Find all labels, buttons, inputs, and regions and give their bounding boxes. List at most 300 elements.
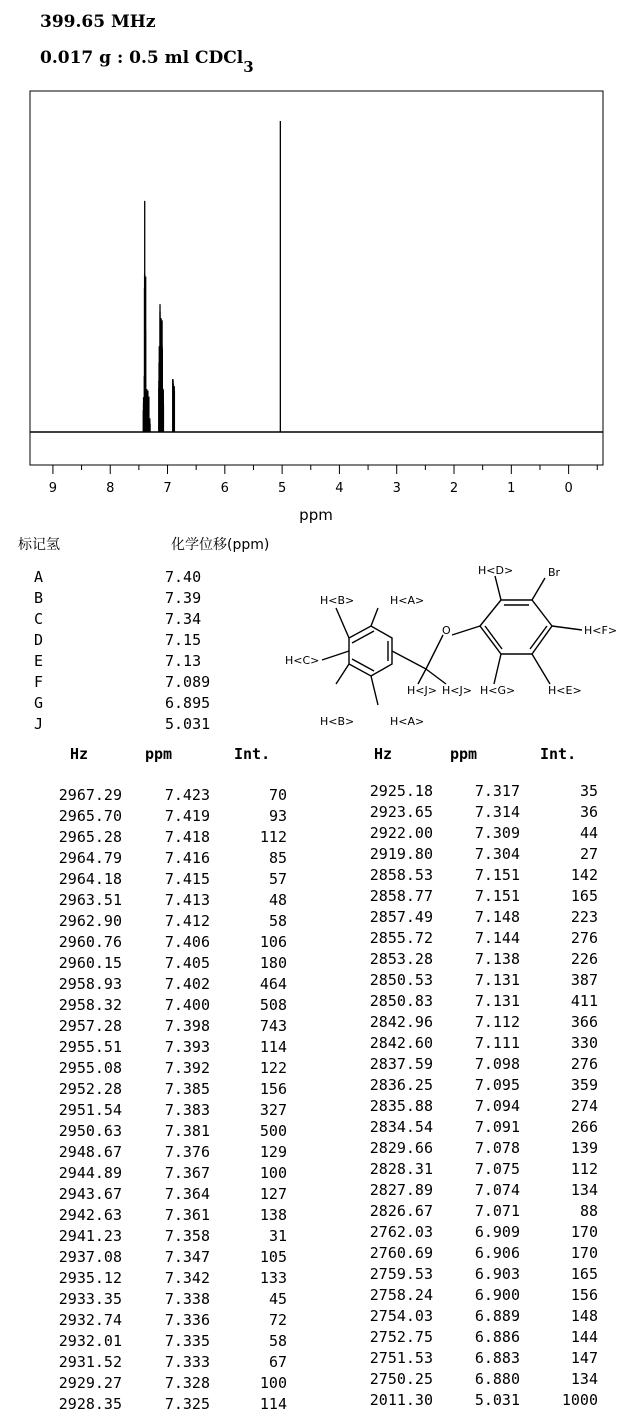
ppm-cell: 7.418 (164, 828, 210, 846)
int-cell: 44 (579, 824, 598, 842)
int-cell: 93 (268, 807, 287, 825)
peak-table-row (0, 786, 313, 807)
peak-table-row (0, 1269, 313, 1290)
hz-cell: 2857.49 (369, 908, 433, 926)
int-cell: 139 (570, 1139, 598, 1157)
ppm-cell: 7.131 (474, 971, 520, 989)
peak-table-row (313, 1160, 626, 1181)
int-cell: 226 (570, 950, 598, 968)
peak-table-row (313, 950, 626, 971)
peak-table-row (0, 1227, 313, 1248)
hz-cell: 2942.63 (58, 1206, 122, 1224)
ppm-cell: 7.074 (474, 1181, 520, 1199)
int-cell: 31 (268, 1227, 287, 1245)
ppm-cell: 7.413 (164, 891, 210, 909)
ppm-cell: 7.325 (164, 1395, 210, 1413)
plot-frame (30, 91, 603, 465)
hz-cell: 2835.88 (369, 1097, 433, 1115)
assign-label: A (34, 568, 44, 586)
assign-label: C (34, 610, 44, 628)
hz-cell: 2760.69 (369, 1244, 433, 1262)
hz-cell: 2952.28 (58, 1080, 122, 1098)
assign-shift: 7.39 (165, 589, 202, 607)
sample-subscript: 3 (243, 58, 254, 76)
peak-table-row (313, 887, 626, 908)
h-b-label: H<B> (320, 715, 355, 728)
assign-label: J (34, 715, 44, 733)
hz-cell: 2750.25 (369, 1370, 433, 1388)
int-cell: 27 (579, 845, 598, 863)
peak-table-row (0, 1080, 313, 1101)
peak-table-row (0, 1101, 313, 1122)
ticks-group (49, 465, 597, 496)
peak-table-row (313, 1391, 626, 1412)
peak-table-row (0, 828, 313, 849)
sample-text: 0.017 g : 0.5 ml CDCl (40, 48, 244, 68)
ppm-cell: 7.151 (474, 887, 520, 905)
int-cell: 156 (570, 1286, 598, 1304)
hz-cell: 2925.18 (369, 782, 433, 800)
ppm-cell: 6.886 (474, 1328, 520, 1346)
peak-table-row (313, 1013, 626, 1034)
ppm-cell: 7.381 (164, 1122, 210, 1140)
col-hz: Hz (374, 745, 393, 763)
ppm-cell: 6.883 (474, 1349, 520, 1367)
h-f-label: H<F> (584, 624, 618, 637)
oxygen-label: O (442, 624, 451, 637)
int-cell: 88 (579, 1202, 598, 1220)
hz-cell: 2850.53 (369, 971, 433, 989)
ppm-cell: 7.376 (164, 1143, 210, 1161)
peak-table-left (0, 786, 313, 1416)
peak-table-row (0, 1017, 313, 1038)
peak-table-row (313, 824, 626, 845)
int-cell: 72 (268, 1311, 287, 1329)
int-cell: 274 (570, 1097, 598, 1115)
peak-table-row (313, 1265, 626, 1286)
int-cell: 142 (570, 866, 598, 884)
hz-cell: 2963.51 (58, 891, 122, 909)
ppm-cell: 6.889 (474, 1307, 520, 1325)
hz-cell: 2834.54 (369, 1118, 433, 1136)
x-tick-label: 9 (48, 481, 58, 496)
int-cell: 57 (268, 870, 287, 888)
hz-cell: 2923.65 (369, 803, 433, 821)
ppm-cell: 7.095 (474, 1076, 520, 1094)
h-j-label: H<J> (442, 684, 472, 697)
peak-table-row (0, 849, 313, 870)
int-cell: 100 (259, 1374, 287, 1392)
int-cell: 129 (259, 1143, 287, 1161)
ppm-cell: 7.383 (164, 1101, 210, 1119)
int-cell: 276 (570, 1055, 598, 1073)
int-cell: 743 (259, 1017, 287, 1035)
h-d-label: H<D> (478, 564, 514, 577)
peak-table-row (313, 866, 626, 887)
ppm-cell: 6.903 (474, 1265, 520, 1283)
peak-table-row (0, 1122, 313, 1143)
hz-cell: 2958.32 (58, 996, 122, 1014)
ppm-cell: 7.148 (474, 908, 520, 926)
int-cell: 464 (259, 975, 287, 993)
peak-table-row (313, 1055, 626, 1076)
hz-cell: 2928.35 (58, 1395, 122, 1413)
peak-table-row (313, 1328, 626, 1349)
peak-table-row (0, 975, 313, 996)
int-cell: 112 (259, 828, 287, 846)
ppm-cell: 7.131 (474, 992, 520, 1010)
peak-table-row (313, 803, 626, 824)
peak-table-row (0, 1206, 313, 1227)
ppm-cell: 7.405 (164, 954, 210, 972)
int-cell: 165 (570, 1265, 598, 1283)
peak-table-row (0, 1311, 313, 1332)
x-axis-label: ppm (299, 506, 333, 524)
x-tick-label: 0 (564, 481, 573, 496)
int-cell: 67 (268, 1353, 287, 1371)
peak-table-row (313, 1139, 626, 1160)
int-cell: 170 (570, 1223, 598, 1241)
peak-table-row (313, 1349, 626, 1370)
x-tick-label: 6 (220, 481, 229, 496)
peak-table-row (0, 1164, 313, 1185)
x-tick-label: 1 (507, 481, 516, 496)
peak-table-right (313, 782, 626, 1412)
hz-cell: 2826.67 (369, 1202, 433, 1220)
ppm-cell: 7.361 (164, 1206, 210, 1224)
ppm-cell: 7.304 (474, 845, 520, 863)
peak-table-row (0, 933, 313, 954)
h-j-label: H<J> (407, 684, 437, 697)
peak-table-row (0, 912, 313, 933)
int-cell: 359 (570, 1076, 598, 1094)
hz-cell: 2951.54 (58, 1101, 122, 1119)
hz-cell: 2937.08 (58, 1248, 122, 1266)
ppm-cell: 7.336 (164, 1311, 210, 1329)
hz-cell: 2933.35 (58, 1290, 122, 1308)
ppm-cell: 7.385 (164, 1080, 210, 1098)
int-cell: 330 (570, 1034, 598, 1052)
assign-shift: 7.13 (165, 652, 202, 670)
int-cell: 366 (570, 1013, 598, 1031)
hz-cell: 2950.63 (58, 1122, 122, 1140)
int-cell: 180 (259, 954, 287, 972)
int-cell: 138 (259, 1206, 287, 1224)
h-a-label: H<A> (390, 594, 425, 607)
peak-table-row (0, 954, 313, 975)
ppm-cell: 7.367 (164, 1164, 210, 1182)
hz-cell: 2011.30 (369, 1391, 433, 1409)
hz-cell: 2842.60 (369, 1034, 433, 1052)
assign-col-label: 标记氢 (18, 537, 60, 553)
ppm-cell: 7.144 (474, 929, 520, 947)
peak-table-row (313, 1307, 626, 1328)
int-cell: 114 (259, 1038, 287, 1056)
ppm-cell: 7.111 (474, 1034, 520, 1052)
x-tick-label: 8 (106, 481, 115, 496)
peak-table-row (0, 891, 313, 912)
int-cell: 122 (259, 1059, 287, 1077)
int-cell: 276 (570, 929, 598, 947)
hz-cell: 2944.89 (58, 1164, 122, 1182)
int-cell: 134 (570, 1181, 598, 1199)
assign-labels (34, 567, 43, 735)
hz-cell: 2964.18 (58, 870, 122, 888)
col-ppm: ppm (145, 745, 173, 763)
ppm-cell: 6.906 (474, 1244, 520, 1262)
ppm-cell: 7.423 (164, 786, 210, 804)
assign-shifts (165, 567, 210, 735)
hz-cell: 2758.24 (369, 1286, 433, 1304)
x-tick-label: 5 (277, 481, 287, 496)
assign-label: G (34, 694, 44, 712)
peak-table-row (0, 1353, 313, 1374)
hz-cell: 2752.75 (369, 1328, 433, 1346)
hz-cell: 2919.80 (369, 845, 433, 863)
col-int: Int. (540, 745, 577, 763)
assign-shift: 6.895 (165, 694, 211, 712)
int-cell: 106 (259, 933, 287, 951)
hz-cell: 2962.90 (58, 912, 122, 930)
peak-table-row (313, 1223, 626, 1244)
ppm-cell: 6.880 (474, 1370, 520, 1388)
peak-table-row (313, 1370, 626, 1391)
int-cell: 170 (570, 1244, 598, 1262)
int-cell: 58 (268, 1332, 287, 1350)
int-cell: 58 (268, 912, 287, 930)
peak-table-row (313, 782, 626, 803)
assign-shift: 7.15 (165, 631, 202, 649)
ppm-cell: 7.342 (164, 1269, 210, 1287)
hz-cell: 2759.53 (369, 1265, 433, 1283)
int-cell: 500 (259, 1122, 287, 1140)
int-cell: 105 (259, 1248, 287, 1266)
hz-cell: 2929.27 (58, 1374, 122, 1392)
int-cell: 411 (570, 992, 598, 1010)
int-cell: 327 (259, 1101, 287, 1119)
hz-cell: 2754.03 (369, 1307, 433, 1325)
hz-cell: 2922.00 (369, 824, 433, 842)
ppm-cell: 7.314 (474, 803, 520, 821)
int-cell: 70 (268, 786, 287, 804)
assign-shift: 5.031 (165, 715, 211, 733)
peak-table-row (313, 1034, 626, 1055)
ppm-cell: 7.419 (164, 807, 210, 825)
ppm-cell: 7.094 (474, 1097, 520, 1115)
bromine-label: Br (548, 566, 561, 579)
ppm-cell: 7.151 (474, 866, 520, 884)
assign-label: D (34, 631, 44, 649)
int-cell: 134 (570, 1370, 598, 1388)
int-cell: 223 (570, 908, 598, 926)
ppm-cell: 7.317 (474, 782, 520, 800)
x-tick-label: 4 (335, 481, 344, 496)
peak-table-row (313, 1244, 626, 1265)
ppm-cell: 6.909 (474, 1223, 520, 1241)
ppm-cell: 7.347 (164, 1248, 210, 1266)
hz-cell: 2828.31 (369, 1160, 433, 1178)
nmr-spectrum-chart (0, 0, 626, 530)
ppm-cell: 7.078 (474, 1139, 520, 1157)
hz-cell: 2957.28 (58, 1017, 122, 1035)
hz-cell: 2941.23 (58, 1227, 122, 1245)
assign-label: F (34, 673, 44, 691)
int-cell: 48 (268, 891, 287, 909)
int-cell: 100 (259, 1164, 287, 1182)
hz-cell: 2935.12 (58, 1269, 122, 1287)
int-cell: 266 (570, 1118, 598, 1136)
x-tick-label: 3 (392, 481, 401, 496)
peak-table-row (0, 996, 313, 1017)
hz-cell: 2932.01 (58, 1332, 122, 1350)
peak-table-row (0, 1332, 313, 1353)
peak-table-row (313, 929, 626, 950)
peak-table-row (313, 1181, 626, 1202)
hz-cell: 2932.74 (58, 1311, 122, 1329)
hz-cell: 2850.83 (369, 992, 433, 1010)
ppm-cell: 7.075 (474, 1160, 520, 1178)
col-hz: Hz (70, 745, 89, 763)
int-cell: 35 (579, 782, 598, 800)
col-ppm: ppm (450, 745, 478, 763)
assign-shift: 7.089 (165, 673, 211, 691)
ppm-cell: 7.398 (164, 1017, 210, 1035)
peak-table-row (0, 1143, 313, 1164)
h-e-label: H<E> (548, 684, 582, 697)
ppm-cell: 7.112 (474, 1013, 520, 1031)
int-cell: 387 (570, 971, 598, 989)
x-tick-label: 2 (449, 481, 459, 496)
peak-table-row (313, 1097, 626, 1118)
ppm-cell: 7.333 (164, 1353, 210, 1371)
ppm-cell: 7.402 (164, 975, 210, 993)
ppm-cell: 7.098 (474, 1055, 520, 1073)
peak-table-row (0, 807, 313, 828)
hz-cell: 2965.70 (58, 807, 122, 825)
hz-cell: 2931.52 (58, 1353, 122, 1371)
ppm-cell: 7.393 (164, 1038, 210, 1056)
h-a-label: H<A> (390, 715, 425, 728)
hz-cell: 2762.03 (369, 1223, 433, 1241)
int-cell: 147 (570, 1349, 598, 1367)
int-cell: 36 (579, 803, 598, 821)
ppm-cell: 7.138 (474, 950, 520, 968)
int-cell: 508 (259, 996, 287, 1014)
hz-cell: 2751.53 (369, 1349, 433, 1367)
ppm-cell: 7.091 (474, 1118, 520, 1136)
ppm-cell: 6.900 (474, 1286, 520, 1304)
hz-cell: 2955.08 (58, 1059, 122, 1077)
ppm-cell: 7.071 (474, 1202, 520, 1220)
int-cell: 114 (259, 1395, 287, 1413)
assign-label: B (34, 589, 44, 607)
hz-cell: 2955.51 (58, 1038, 122, 1056)
assign-col-shift: 化学位移(ppm) (171, 537, 270, 553)
peak-table-row (313, 1202, 626, 1223)
hz-cell: 2948.67 (58, 1143, 122, 1161)
molecule-structure (280, 560, 620, 735)
int-cell: 45 (268, 1290, 287, 1308)
peaks-group (143, 121, 280, 432)
int-cell: 148 (570, 1307, 598, 1325)
peak-table-row (0, 1038, 313, 1059)
peak-table-row (313, 1076, 626, 1097)
h-c-label: H<C> (285, 654, 320, 667)
hz-cell: 2967.29 (58, 786, 122, 804)
hz-cell: 2842.96 (369, 1013, 433, 1031)
peak-table-row (0, 1374, 313, 1395)
peak-table-row (0, 1185, 313, 1206)
ppm-cell: 7.309 (474, 824, 520, 842)
int-cell: 112 (570, 1160, 598, 1178)
col-int: Int. (234, 745, 271, 763)
assign-shift: 7.34 (165, 610, 202, 628)
assign-shift: 7.40 (165, 568, 202, 586)
hz-cell: 2836.25 (369, 1076, 433, 1094)
ppm-cell: 7.364 (164, 1185, 210, 1203)
int-cell: 165 (570, 887, 598, 905)
hz-cell: 2958.93 (58, 975, 122, 993)
hz-cell: 2855.72 (369, 929, 433, 947)
ppm-cell: 7.328 (164, 1374, 210, 1392)
peak-table-row (0, 1290, 313, 1311)
h-b-label: H<B> (320, 594, 355, 607)
ppm-cell: 7.412 (164, 912, 210, 930)
hz-cell: 2960.15 (58, 954, 122, 972)
peak-table-row (313, 992, 626, 1013)
peak-table-row (0, 870, 313, 891)
ppm-cell: 7.415 (164, 870, 210, 888)
ppm-cell: 7.358 (164, 1227, 210, 1245)
int-cell: 144 (570, 1328, 598, 1346)
peak-table-row (313, 1286, 626, 1307)
peak-table-row (0, 1395, 313, 1416)
int-cell: 1000 (561, 1391, 598, 1409)
hz-cell: 2853.28 (369, 950, 433, 968)
peak-table-row (0, 1059, 313, 1080)
hz-cell: 2827.89 (369, 1181, 433, 1199)
hz-cell: 2964.79 (58, 849, 122, 867)
int-cell: 85 (268, 849, 287, 867)
ppm-cell: 7.338 (164, 1290, 210, 1308)
hz-cell: 2858.53 (369, 866, 433, 884)
int-cell: 133 (259, 1269, 287, 1287)
int-cell: 127 (259, 1185, 287, 1203)
ppm-cell: 7.400 (164, 996, 210, 1014)
ppm-cell: 7.392 (164, 1059, 210, 1077)
peak-table-row (0, 1248, 313, 1269)
hz-cell: 2943.67 (58, 1185, 122, 1203)
ppm-cell: 5.031 (474, 1391, 520, 1409)
spectrometer-frequency: 399.65 MHz (40, 12, 156, 32)
hz-cell: 2965.28 (58, 828, 122, 846)
hz-cell: 2829.66 (369, 1139, 433, 1157)
int-cell: 156 (259, 1080, 287, 1098)
ppm-cell: 7.416 (164, 849, 210, 867)
hz-cell: 2858.77 (369, 887, 433, 905)
ppm-cell: 7.335 (164, 1332, 210, 1350)
peak-table-row (313, 845, 626, 866)
peak-table-row (313, 1118, 626, 1139)
ppm-cell: 7.406 (164, 933, 210, 951)
h-g-label: H<G> (480, 684, 516, 697)
peak-table-row (313, 971, 626, 992)
hz-cell: 2960.76 (58, 933, 122, 951)
peak-table-row (313, 908, 626, 929)
x-tick-label: 7 (163, 481, 172, 496)
assign-label: E (34, 652, 44, 670)
hz-cell: 2837.59 (369, 1055, 433, 1073)
